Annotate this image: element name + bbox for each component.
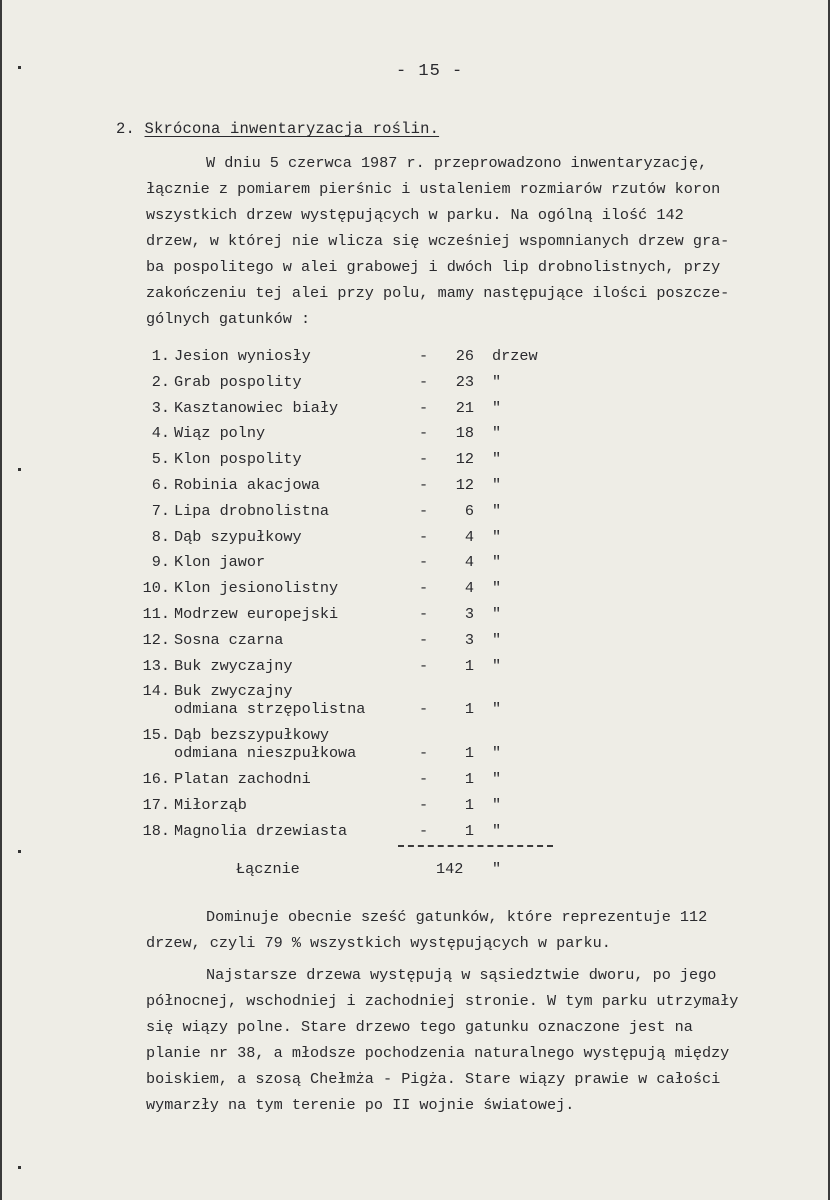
species-number: 5. bbox=[151, 450, 170, 469]
species-dash: - bbox=[419, 656, 429, 675]
species-count: 4 bbox=[464, 553, 474, 572]
species-variety: odmiana strzępolistna bbox=[174, 700, 366, 719]
species-number: 3. bbox=[151, 398, 170, 417]
species-unit: " bbox=[492, 700, 502, 719]
species-name: Lipa drobnolistna bbox=[174, 501, 329, 520]
species-row bbox=[132, 502, 592, 528]
paragraph-oldest-trees bbox=[146, 962, 810, 1118]
species-unit: " bbox=[492, 605, 502, 623]
species-number: 16. bbox=[142, 770, 170, 789]
species-row bbox=[132, 399, 592, 425]
species-count: 1 bbox=[464, 744, 474, 763]
species-variety: odmiana nieszpułkowa bbox=[174, 744, 357, 763]
species-count: 4 bbox=[464, 579, 474, 598]
text-line: W dniu 5 czerwca 1987 r. przeprowadzono inwentaryzację, bbox=[206, 154, 708, 172]
species-row bbox=[132, 424, 592, 450]
punch-mark bbox=[18, 1166, 21, 1169]
species-row bbox=[132, 770, 592, 796]
species-row bbox=[132, 450, 592, 476]
species-name: Klon pospolity bbox=[174, 450, 302, 469]
species-number: 6. bbox=[151, 476, 170, 494]
text-line: wymarzły na tym terenie po II wojnie światowej. bbox=[146, 1096, 575, 1114]
species-dash: - bbox=[419, 630, 429, 649]
text-line: łącznie z pomiarem pierśnic i ustaleniem rozmiarów rzutów koron bbox=[146, 180, 721, 198]
species-name: Buk zwyczajny bbox=[174, 656, 293, 675]
species-dash: - bbox=[419, 744, 429, 763]
species-number: 14. bbox=[142, 682, 170, 701]
species-number: 7. bbox=[151, 501, 170, 520]
species-dash: - bbox=[419, 822, 429, 840]
text-line: planie nr 38, a młodsze pochodzenia naturalnego występują między bbox=[146, 1044, 730, 1062]
species-name: Dąb bezszypułkowy bbox=[174, 726, 329, 745]
text-line: drzew, czyli 79 % wszystkich występujących w parku. bbox=[146, 934, 611, 952]
total-count: 142 bbox=[436, 860, 464, 878]
species-count: 6 bbox=[464, 501, 474, 520]
species-name: Magnolia drzewiasta bbox=[174, 822, 348, 840]
species-count: 26 bbox=[455, 347, 474, 365]
species-count: 3 bbox=[464, 605, 474, 623]
text-line: wszystkich drzew występujących w parku. Na ogólną ilość 142 bbox=[146, 206, 684, 224]
species-name: Kasztanowiec biały bbox=[174, 398, 339, 417]
total-label: Łącznie bbox=[236, 860, 300, 878]
punch-mark bbox=[18, 66, 21, 69]
species-dash: - bbox=[419, 796, 429, 815]
species-name: Wiąz polny bbox=[174, 424, 266, 443]
species-row bbox=[132, 347, 592, 373]
species-unit: drzew bbox=[492, 347, 538, 365]
species-dash: - bbox=[419, 527, 429, 546]
species-dash: - bbox=[419, 450, 429, 469]
species-dash: - bbox=[419, 398, 429, 417]
species-count: 23 bbox=[455, 372, 474, 391]
species-number: 10. bbox=[142, 579, 170, 598]
section-number: 2. bbox=[116, 120, 136, 138]
species-number: 12. bbox=[142, 630, 170, 649]
species-count: 12 bbox=[455, 450, 474, 469]
species-name: Modrzew europejski bbox=[174, 605, 339, 623]
text-line: boiskiem, a szosą Chełmża - Pigża. Stare wiązy prawie w całości bbox=[146, 1070, 721, 1088]
species-count: 12 bbox=[455, 476, 474, 494]
species-name: Jesion wyniosły bbox=[174, 347, 311, 365]
species-unit: " bbox=[492, 796, 502, 815]
species-count: 18 bbox=[455, 424, 474, 443]
species-count: 4 bbox=[464, 527, 474, 546]
text-line: północnej, wschodniej i zachodniej stronie. W tym parku utrzymały bbox=[146, 992, 739, 1010]
intro-paragraph bbox=[146, 150, 810, 332]
paragraph-dominance bbox=[146, 904, 810, 956]
species-name: Klon jesionolistny bbox=[174, 579, 339, 598]
text-line: gólnych gatunków : bbox=[146, 310, 311, 328]
species-unit: " bbox=[492, 372, 502, 391]
species-dash: - bbox=[419, 501, 429, 520]
punch-mark bbox=[18, 850, 21, 853]
species-dash: - bbox=[419, 700, 429, 719]
text-line: się wiązy polne. Stare drzewo tego gatunku oznaczone jest na bbox=[146, 1018, 693, 1036]
species-dash: - bbox=[419, 347, 429, 365]
species-row bbox=[132, 682, 592, 726]
species-row bbox=[132, 631, 592, 657]
species-row bbox=[132, 605, 592, 631]
species-count: 21 bbox=[455, 398, 474, 417]
species-dash: - bbox=[419, 476, 429, 494]
species-unit: " bbox=[492, 476, 502, 494]
species-row bbox=[132, 373, 592, 399]
total-unit: " bbox=[492, 860, 502, 878]
section-heading bbox=[116, 120, 439, 138]
species-unit: " bbox=[492, 450, 502, 469]
species-count: 3 bbox=[464, 630, 474, 649]
species-number: 9. bbox=[151, 553, 170, 572]
species-number: 15. bbox=[142, 726, 170, 745]
species-row bbox=[132, 528, 592, 554]
text-line: ba pospolitego w alei grabowej i dwóch lip drobnolistnych, przy bbox=[146, 258, 721, 276]
species-number: 2. bbox=[151, 372, 170, 391]
section-title: Skrócona inwentaryzacja roślin. bbox=[144, 120, 440, 138]
total-row bbox=[236, 860, 516, 886]
species-number: 13. bbox=[142, 656, 170, 675]
species-name: Platan zachodni bbox=[174, 770, 311, 789]
species-count: 1 bbox=[464, 822, 474, 840]
species-dash: - bbox=[419, 553, 429, 572]
text-line: Dominuje obecnie sześć gatunków, które reprezentuje 112 bbox=[206, 908, 708, 926]
species-name: Robinia akacjowa bbox=[174, 476, 320, 494]
species-number: 11. bbox=[142, 605, 170, 623]
species-number: 17. bbox=[142, 796, 170, 815]
species-number: 18. bbox=[142, 822, 170, 840]
species-name: Klon jawor bbox=[174, 553, 266, 572]
scan-left-edge bbox=[0, 0, 2, 1200]
species-number: 4. bbox=[151, 424, 170, 443]
species-unit: " bbox=[492, 656, 502, 675]
species-unit: " bbox=[492, 770, 502, 789]
species-row bbox=[132, 796, 592, 822]
species-unit: " bbox=[492, 424, 502, 443]
species-name: Miłorząb bbox=[174, 796, 247, 815]
sum-rule bbox=[398, 845, 553, 847]
species-unit: " bbox=[492, 501, 502, 520]
species-unit: " bbox=[492, 579, 502, 598]
species-unit: " bbox=[492, 553, 502, 572]
species-count: 1 bbox=[464, 770, 474, 789]
species-name: Buk zwyczajny bbox=[174, 682, 293, 701]
page-number: - 15 - bbox=[396, 62, 464, 81]
species-dash: - bbox=[419, 424, 429, 443]
text-line: zakończeniu tej alei przy polu, mamy następujące ilości poszcze- bbox=[146, 284, 730, 302]
species-dash: - bbox=[419, 372, 429, 391]
species-number: 1. bbox=[151, 347, 170, 365]
species-unit: " bbox=[492, 398, 502, 417]
species-unit: " bbox=[492, 822, 502, 840]
species-unit: " bbox=[492, 630, 502, 649]
species-row bbox=[132, 476, 592, 502]
text-line: Najstarsze drzewa występują w sąsiedztwie dworu, po jego bbox=[206, 966, 717, 984]
species-count: 1 bbox=[464, 656, 474, 675]
text-line: drzew, w której nie wlicza się wcześniej wspomnianych drzew gra- bbox=[146, 232, 730, 250]
species-dash: - bbox=[419, 605, 429, 623]
species-row bbox=[132, 553, 592, 579]
punch-mark bbox=[18, 468, 21, 471]
species-count: 1 bbox=[464, 796, 474, 815]
species-unit: " bbox=[492, 527, 502, 546]
species-row bbox=[132, 579, 592, 605]
species-dash: - bbox=[419, 770, 429, 789]
species-row bbox=[132, 657, 592, 683]
species-count: 1 bbox=[464, 700, 474, 719]
species-dash: - bbox=[419, 579, 429, 598]
species-number: 8. bbox=[151, 527, 170, 546]
species-name: Sosna czarna bbox=[174, 630, 284, 649]
species-name: Grab pospolity bbox=[174, 372, 302, 391]
species-row bbox=[132, 726, 592, 770]
species-unit: " bbox=[492, 744, 502, 763]
species-name: Dąb szypułkowy bbox=[174, 527, 302, 546]
